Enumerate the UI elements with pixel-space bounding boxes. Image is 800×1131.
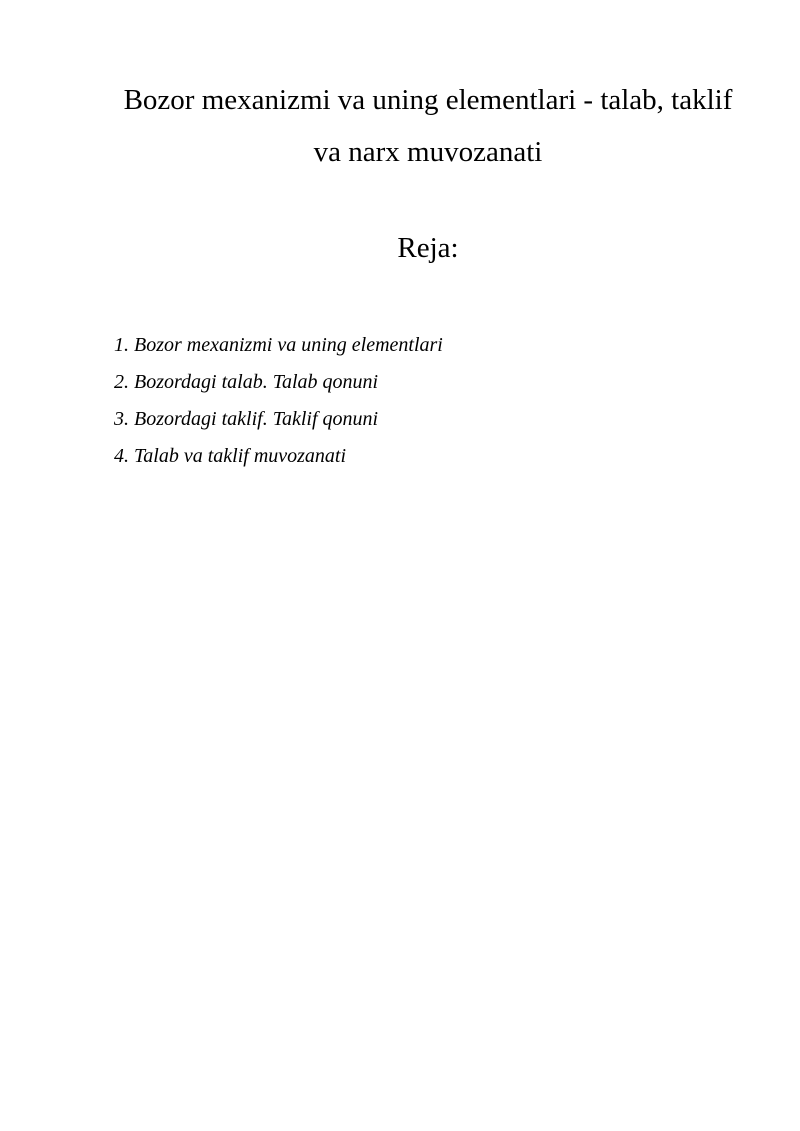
document-title-line-2: va narx muvozanati <box>313 136 543 168</box>
plan-item-1: 1. Bozor mexanizmi va uning elementlari <box>114 334 443 356</box>
document-title <box>100 74 756 178</box>
plan-item-3: 3. Bozordagi taklif. Taklif qonuni <box>114 408 379 430</box>
document-title-line-1: Bozor mexanizmi va uning elementlari - talab, taklif <box>123 84 733 116</box>
plan-item-2: 2. Bozordagi talab. Talab qonuni <box>114 371 379 393</box>
plan-heading: Reja: <box>397 232 459 264</box>
plan-list <box>114 327 443 475</box>
plan-item-4: 4. Talab va taklif muvozanati <box>114 445 347 467</box>
